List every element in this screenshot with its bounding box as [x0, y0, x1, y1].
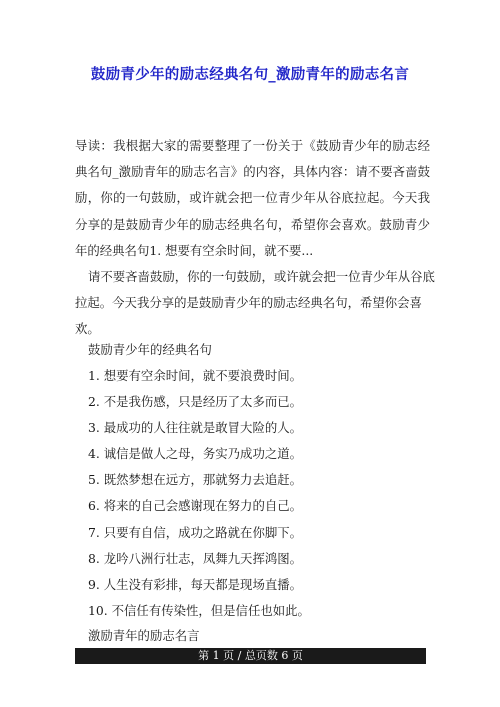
list-item: 3. 最成功的人往往就是敢冒大险的人。 [88, 420, 303, 436]
page-number: 第 1 页 / 总页数 6 页 [198, 649, 303, 662]
intro-paragraph: 导读：我根据大家的需要整理了一份关于《鼓励青少年的励志经典名句_激励青年的励志名言》的内容，具体内容：请不要吝啬鼓励，你的一句鼓励，或许就会把一位青少年从谷底拉起。今天我分享的是鼓励青少年的励志经典名句，希望你会喜欢。鼓励青少年的经典名句1. 想要有空余时间，就不要... [75, 138, 430, 258]
list-item: 1. 想要有空余时间，就不要浪费时间。 [88, 368, 303, 383]
list-item: 4. 诚信是做人之母，务实乃成功之道。 [88, 446, 303, 462]
page-footer [75, 648, 426, 664]
list-item: 5. 既然梦想在远方，那就努力去追赶。 [88, 472, 303, 488]
section-heading-motto: 激励青年的励志名言 [88, 628, 200, 643]
list-item: 2. 不是我伤感，只是经历了太多而已。 [88, 394, 303, 410]
list-item: 6. 将来的自己会感谢现在努力的自己。 [88, 498, 303, 514]
document-title: 鼓励青少年的励志经典名句_激励青年的励志名言 [90, 66, 410, 83]
list-item: 9. 人生没有彩排，每天都是现场直播。 [88, 576, 303, 592]
body-paragraph: 请不要吝啬鼓励，你的一句鼓励，或许就会把一位青少年从谷底拉起。今天我分享的是鼓励青少年的励志经典名句，希望你会喜欢。 [75, 269, 435, 336]
list-item: 8. 龙吟八洲行壮志，凤舞九天挥鸿图。 [88, 550, 303, 566]
quote-list [88, 363, 428, 624]
list-item: 7. 只要有自信，成功之路就在你脚下。 [88, 524, 303, 540]
list-item: 10. 不信任有传染性，但是信任也如此。 [88, 602, 310, 618]
section-heading-quotes: 鼓励青少年的经典名句 [88, 342, 212, 357]
